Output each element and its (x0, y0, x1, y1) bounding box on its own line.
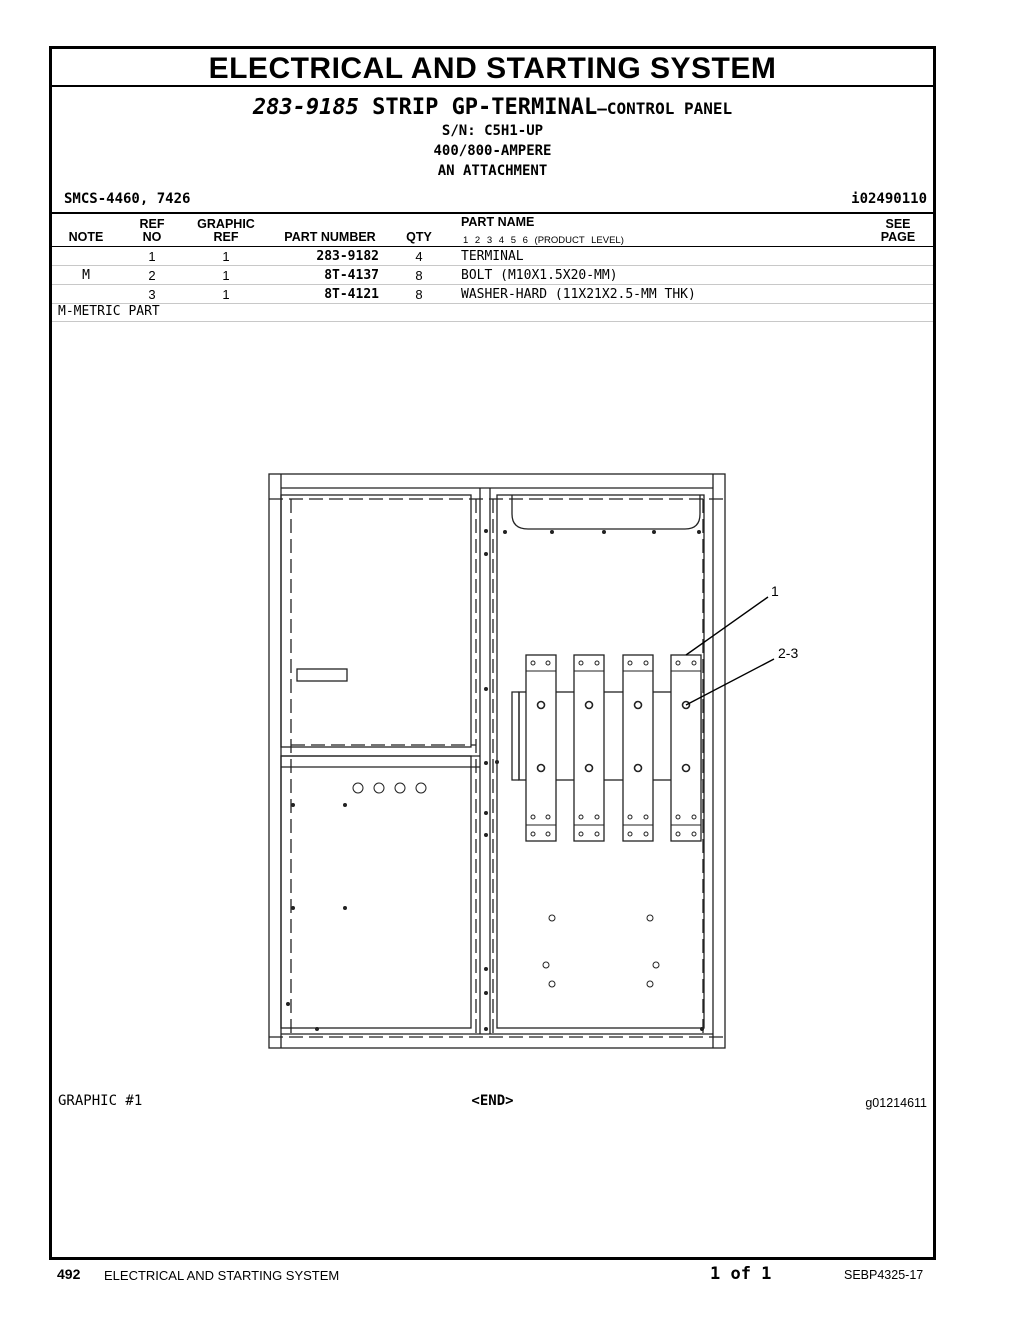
attachment-type: AN ATTACHMENT (437, 163, 548, 179)
header-no: NO (142, 230, 162, 244)
header-qty: QTY (406, 230, 432, 244)
cell-graphic-ref: 1 (222, 268, 230, 283)
cell-part-number[interactable]: 8T-4121 (324, 287, 379, 302)
illustration-id: i02490110 (851, 191, 927, 207)
upper-left-compartment (281, 495, 471, 747)
header-note: NOTE (68, 230, 104, 244)
section-title: ELECTRICAL AND STARTING SYSTEM (52, 49, 933, 87)
page-frame (49, 46, 936, 1260)
header-page: PAGE (880, 230, 916, 244)
cell-ref: 1 (148, 249, 156, 264)
end-marker: <END> (471, 1093, 514, 1109)
ampere-rating: 400/800-AMPERE (433, 143, 552, 159)
page-of: 1 of 1 (710, 1264, 772, 1284)
terminal-bar-2 (574, 655, 604, 841)
header-see: SEE (885, 217, 911, 231)
cell-part-name: WASHER-HARD (11X21X2.5-MM THK) (461, 287, 696, 302)
cell-graphic-ref: 1 (222, 287, 230, 302)
cell-part-name: BOLT (M10X1.5X20-MM) (461, 268, 618, 283)
terminal-bar-3 (623, 655, 653, 841)
terminal-bar-1 (526, 655, 556, 841)
serial-number: S/N: C5H1-UP (441, 123, 544, 139)
header-ref: REF (139, 217, 165, 231)
terminal-bar-4 (671, 655, 701, 841)
cell-ref: 2 (148, 268, 156, 283)
lower-left-compartment (281, 756, 471, 1028)
page-number: 492 (57, 1266, 81, 1282)
header-product-levels: 1 2 3 4 5 6 (PRODUCT LEVEL) (463, 235, 624, 246)
cell-part-number[interactable]: 283-9182 (316, 249, 379, 264)
footer-section: ELECTRICAL AND STARTING SYSTEM (104, 1268, 340, 1283)
graphic-label: GRAPHIC #1 (58, 1093, 143, 1109)
cell-note: M (82, 268, 90, 283)
metric-footnote: M-METRIC PART (52, 304, 933, 322)
cell-qty: 4 (415, 249, 423, 264)
group-part-number: 283-9185 (252, 95, 359, 120)
group-qualifier: —CONTROL PANEL (597, 99, 733, 118)
cell-part-name: TERMINAL (461, 249, 524, 264)
cell-part-number[interactable]: 8T-4137 (324, 268, 379, 283)
terminal-strip-drawing (52, 49, 933, 1257)
graphic-id: g01214611 (865, 1096, 927, 1110)
callout-1: 1 (771, 583, 779, 599)
cell-ref: 3 (148, 287, 156, 302)
callout-leader-1 (686, 597, 768, 655)
document-number: SEBP4325-17 (844, 1268, 924, 1282)
cell-graphic-ref: 1 (222, 249, 230, 264)
callout-2-3: 2-3 (778, 645, 799, 661)
header-graphic-ref: REF (213, 230, 239, 244)
header-part-name: PART NAME (461, 215, 535, 229)
cell-qty: 8 (415, 268, 423, 283)
header-part-number: PART NUMBER (284, 230, 376, 244)
header-graphic: GRAPHIC (197, 217, 255, 231)
smcs-code: SMCS-4460, 7426 (64, 191, 191, 207)
cell-qty: 8 (415, 287, 423, 302)
group-name: STRIP GP-TERMINAL (372, 95, 598, 120)
